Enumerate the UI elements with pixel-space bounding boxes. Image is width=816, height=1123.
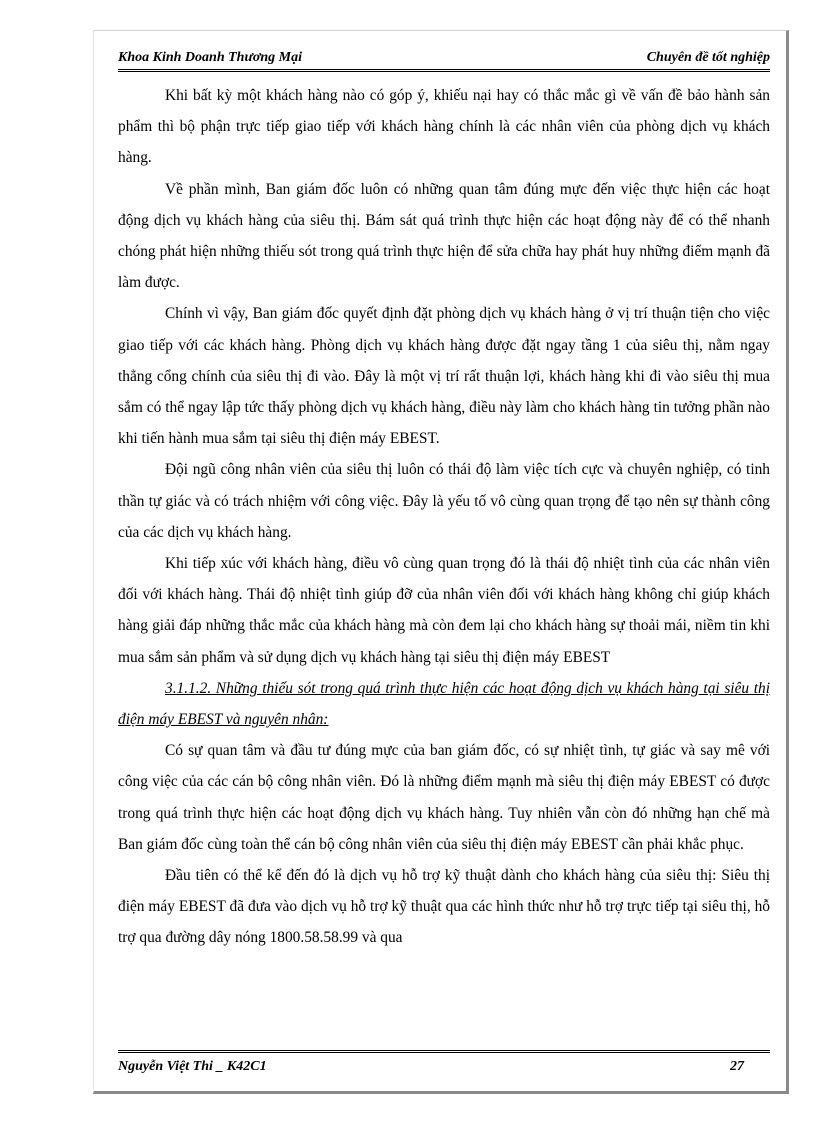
page-number: 27	[730, 1059, 744, 1074]
paragraph: Khi tiếp xúc với khách hàng, điều vô cùng quan trọng đó là thái độ nhiệt tình của các nhân viên đối với khách hàng. Thái độ nhiệt tình giúp đỡ của nhân viên đối với khách hàng không chỉ giúp khách hàng giải đáp những thắc mắc của khách hàng mà còn đem lại cho khách hàng sự thoải mái, niềm tin khi mua sắm sản phẩm và sử dụng dịch vụ khách hàng tại siêu thị điện máy EBEST	[118, 555, 770, 666]
header-faculty: Khoa Kinh Doanh Thương Mại	[118, 50, 302, 65]
paragraph: Khi bất kỳ một khách hàng nào có góp ý, khiếu nại hay có thắc mắc gì về vấn đề bảo hành sản phẩm thì bộ phận trực tiếp giao tiếp với khách hàng chính là các nhân viên của phòng dịch vụ khách hàng.	[118, 87, 770, 167]
document-body	[118, 80, 770, 954]
page-footer	[118, 1056, 770, 1078]
header-rule	[118, 69, 770, 72]
paragraph: Đội ngũ công nhân viên của siêu thị luôn có thái độ làm việc tích cực và chuyên nghiệp, có tinh thần tự giác và có trách nhiệm với công việc. Đây là yếu tố vô cùng quan trọng để tạo nên sự thành công của các dịch vụ khách hàng.	[118, 461, 770, 541]
section-heading: 3.1.1.2. Những thiếu sót trong quá trình thực hiện các hoạt động dịch vụ khách hàng tại siêu thị điện máy EBEST và nguyên nhân:	[118, 679, 770, 729]
paragraph: Có sự quan tâm và đầu tư đúng mực của ban giám đốc, có sự nhiệt tình, tự giác và say mê với công việc của các cán bộ công nhân viên. Đó là những điểm mạnh mà siêu thị điện máy EBEST có được trong quá trình thực hiện các hoạt động dịch vụ khách hàng. Tuy nhiên vẫn còn đó những hạn chế mà Ban giám đốc cùng toàn thể cán bộ công nhân viên của siêu thị điện máy EBEST cần phải khắc phục.	[118, 742, 770, 853]
footer-rule	[118, 1050, 770, 1053]
paragraph: Chính vì vậy, Ban giám đốc quyết định đặt phòng dịch vụ khách hàng ở vị trí thuận tiện cho việc giao tiếp với các khách hàng. Phòng dịch vụ khách hàng được đặt ngay tầng 1 của siêu thị, nằm ngay thẳng cổng chính của siêu thị đi vào. Đây là một vị trí rất thuận lợi, khách hàng khi đi vào siêu thị mua sắm có thể ngay lập tức thấy phòng dịch vụ khách hàng, điều này làm cho khách hàng tin tưởng phần nào khi tiến hành mua sắm tại siêu thị điện máy EBEST.	[118, 305, 770, 448]
header-doc-type: Chuyên đề tốt nghiệp	[646, 50, 770, 65]
paragraph: Về phần mình, Ban giám đốc luôn có những quan tâm đúng mực đến việc thực hiện các hoạt động dịch vụ khách hàng của siêu thị. Bám sát quá trình thực hiện các hoạt động này để có thể nhanh chóng phát hiện những thiếu sót trong quá trình thực hiện để sửa chữa hay phát huy những điểm mạnh đã làm được.	[118, 180, 770, 292]
footer-author: Nguyễn Việt Thi _ K42C1	[118, 1059, 267, 1074]
paragraph: Đầu tiên có thể kể đến đó là dịch vụ hỗ trợ kỹ thuật dành cho khách hàng của siêu thị: Siêu thị điện máy EBEST đã đưa vào dịch vụ hỗ trợ kỹ thuật qua các hình thức như hỗ trợ trực tiếp tại siêu thị, hỗ trợ qua đường dây nóng 1800.58.58.99 và qua	[118, 867, 770, 947]
page-header	[118, 47, 770, 69]
